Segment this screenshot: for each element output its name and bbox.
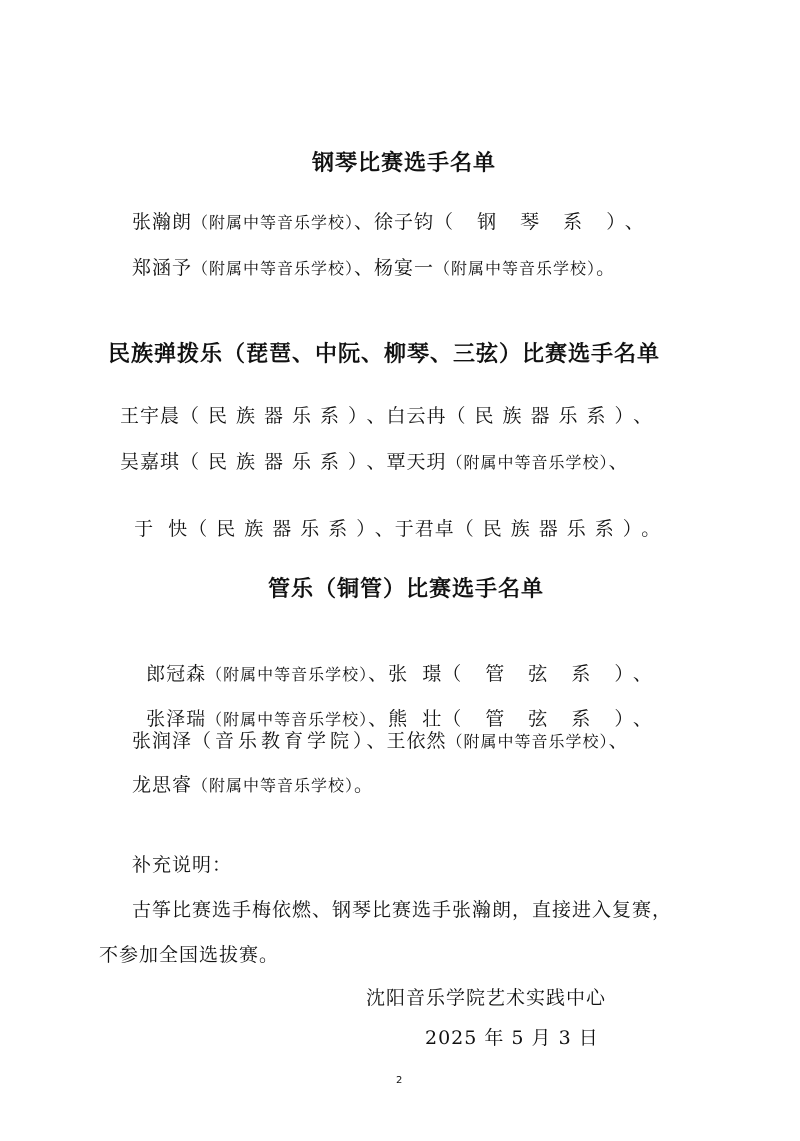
name: 张泽瑞	[146, 708, 207, 730]
name: 于 快	[134, 518, 189, 540]
signature-org: 沈阳音乐学院艺术实践中心	[366, 987, 607, 1009]
affiliation: （附属中等音乐学校）	[434, 259, 597, 278]
name: 张润泽	[132, 730, 193, 752]
affiliation: （ 钢 琴 系 ）	[434, 211, 625, 233]
name: 龙思睿	[132, 774, 193, 796]
name: 郑涵予	[132, 257, 193, 279]
affiliation: （民族器乐系）	[454, 518, 642, 540]
section-title-brass: 管乐（铜管）比赛选手名单	[268, 577, 545, 602]
affiliation: （ 管 弦 系 ）	[442, 708, 633, 730]
affiliation: （附属中等音乐学校）	[192, 259, 355, 278]
affiliation: （附属中等音乐学校）	[446, 732, 609, 751]
punctuation: 、	[633, 405, 654, 427]
name: 郎冠森	[146, 663, 207, 685]
punctuation: 。	[354, 774, 375, 796]
entry-line	[120, 401, 653, 428]
name: 、熊 壮	[368, 708, 443, 730]
name: 、张 璟	[368, 663, 443, 685]
name: 、徐子钧	[354, 211, 435, 233]
name: 、白云冉	[366, 405, 447, 427]
affiliation: （民族器乐系）	[188, 518, 375, 540]
affiliation: （民族器乐系）	[446, 405, 634, 427]
entry-line	[132, 207, 645, 234]
affiliation: （附属中等音乐学校）	[192, 776, 355, 795]
section-title-plucked: 民族弹拨乐（琵琶、中阮、柳琴、三弦）比赛选手名单	[108, 342, 661, 367]
signature-date: 2025 年 5 月 3 日	[425, 1027, 599, 1049]
punctuation: 、	[632, 663, 653, 685]
name: 、覃天玥	[366, 451, 447, 473]
note-heading: 补充说明：	[132, 854, 233, 876]
entry-line	[120, 492, 661, 541]
punctuation: 。	[596, 257, 617, 279]
affiliation: （民族器乐系）	[180, 405, 367, 427]
note-line: 古筝比赛选手梅依燃、钢琴比赛选手张瀚朗，直接进入复赛，	[132, 899, 673, 921]
name: 张瀚朗	[132, 211, 193, 233]
punctuation: 。	[641, 518, 662, 540]
entry-line	[132, 682, 653, 731]
entry-line	[132, 253, 616, 280]
affiliation: （ 管 弦 系 ）	[442, 663, 633, 685]
punctuation: 、	[624, 211, 645, 233]
affiliation: （音乐教育学院）	[192, 730, 367, 752]
name: 、于君卓	[374, 518, 455, 540]
entry-line	[132, 770, 374, 797]
name: 吴嘉琪	[120, 451, 181, 473]
affiliation: （附属中等音乐学校）	[192, 213, 355, 232]
punctuation: 、	[608, 730, 629, 752]
section-title-piano: 钢琴比赛选手名单	[312, 151, 497, 176]
entry-line	[120, 447, 629, 474]
note-line: 不参加全国选拔赛。	[99, 944, 280, 966]
name: 、杨宴一	[354, 257, 435, 279]
affiliation: （附属中等音乐学校）	[446, 453, 609, 472]
page-number: 2	[396, 1075, 403, 1086]
entry-line	[132, 726, 629, 753]
name: 王宇晨	[120, 405, 181, 427]
affiliation: （附属中等音乐学校）	[206, 710, 369, 729]
punctuation: 、	[608, 451, 629, 473]
affiliation: （民族器乐系）	[180, 451, 367, 473]
entry-line	[132, 637, 653, 686]
affiliation: （附属中等音乐学校）	[206, 665, 369, 684]
name: 、王依然	[366, 730, 447, 752]
punctuation: 、	[632, 708, 653, 730]
